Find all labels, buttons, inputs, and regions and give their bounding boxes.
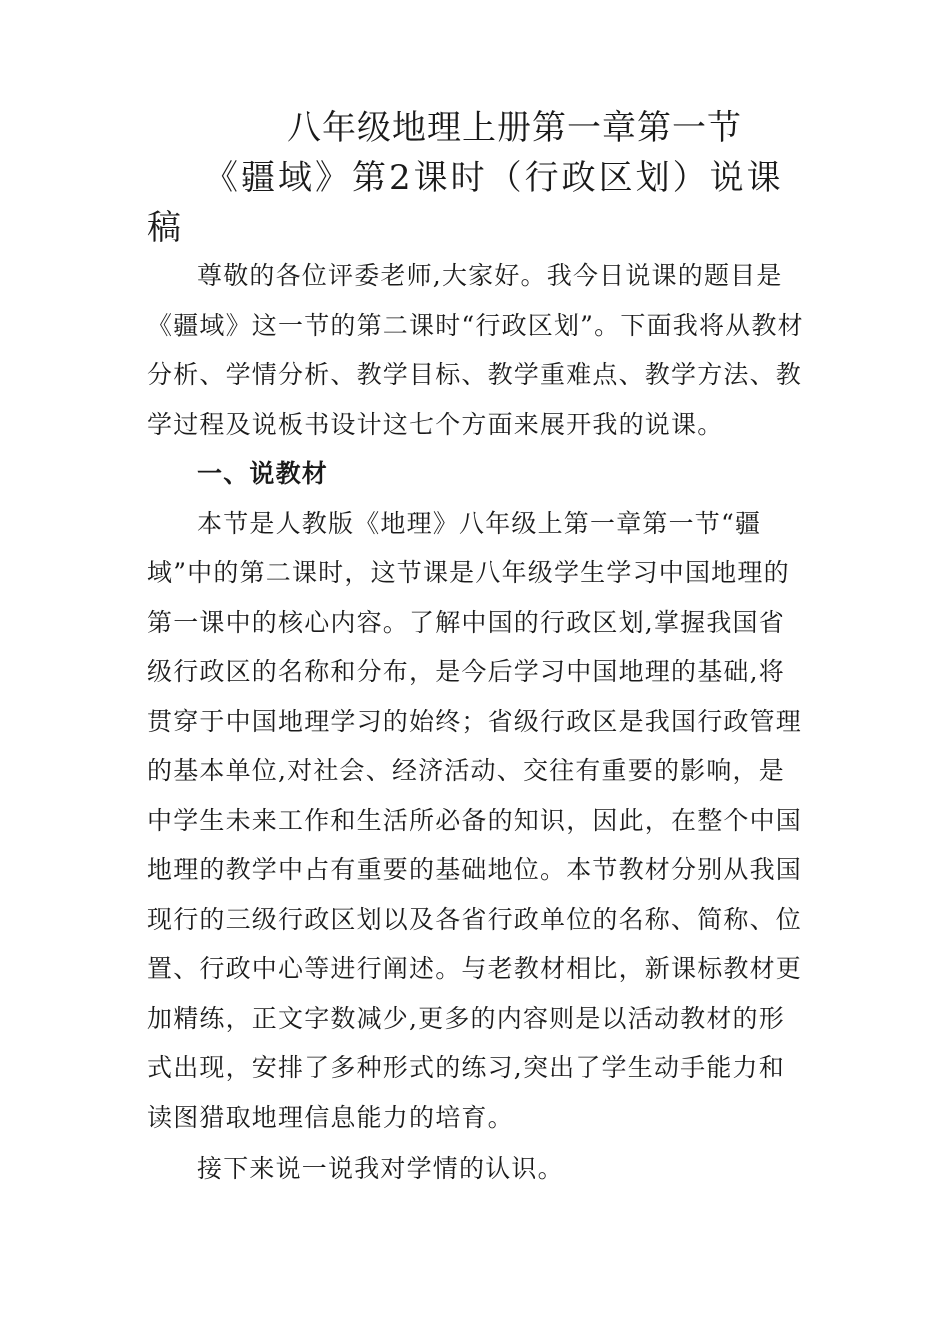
section-1-heading: 一、说教材 [197, 459, 329, 488]
document-title-line-1: 八年级地理上册第一章第一节 [287, 108, 742, 148]
document-title-line-2: 《疆域》第2课时（行政区划）说课 [204, 158, 784, 198]
section-1-paragraph: 本节是人教版《地理》八年级上第一章第一节“疆域”中的第二课时，这节课是八年级学生学习中国地理的第一课中的核心内容。了解中国的行政区划,掌握我国省级行政区的名称和分布，是今后学习中国地理的基础,将贯穿于中国地理学习的始终；省级行政区是我国行政管理的基本单位,对社会、经济活动、交往有重要的影响，是中学生未来工作和生活所必备的知识，因此，在整个中国地理的教学中占有重要的基础地位。本节教材分别从我国现行的三级行政区划以及各省行政单位的名称、简称、位置、行政中心等进行阐述。与老教材相比，新课标教材更加精练，正文字数减少,更多的内容则是以活动教材的形式出现，安排了多种形式的练习,突出了学生动手能力和读图猎取地理信息能力的培育。 [147, 508, 803, 1132]
intro-section [147, 251, 807, 449]
transition-paragraph: 接下来说一说我对学情的认识。 [197, 1154, 564, 1183]
document-title-line-3: 稿 [147, 208, 181, 248]
intro-paragraph: 尊敬的各位评委老师,大家好。我今日说课的题目是《疆域》这一节的第二课时“行政区划”。下面我将从教材分析、学情分析、教学目标、教学重难点、教学方法、教学过程及说板书设计这七个方面来展开我的说课。 [147, 261, 804, 439]
transition-section [147, 1144, 807, 1194]
section-1 [147, 449, 807, 1142]
